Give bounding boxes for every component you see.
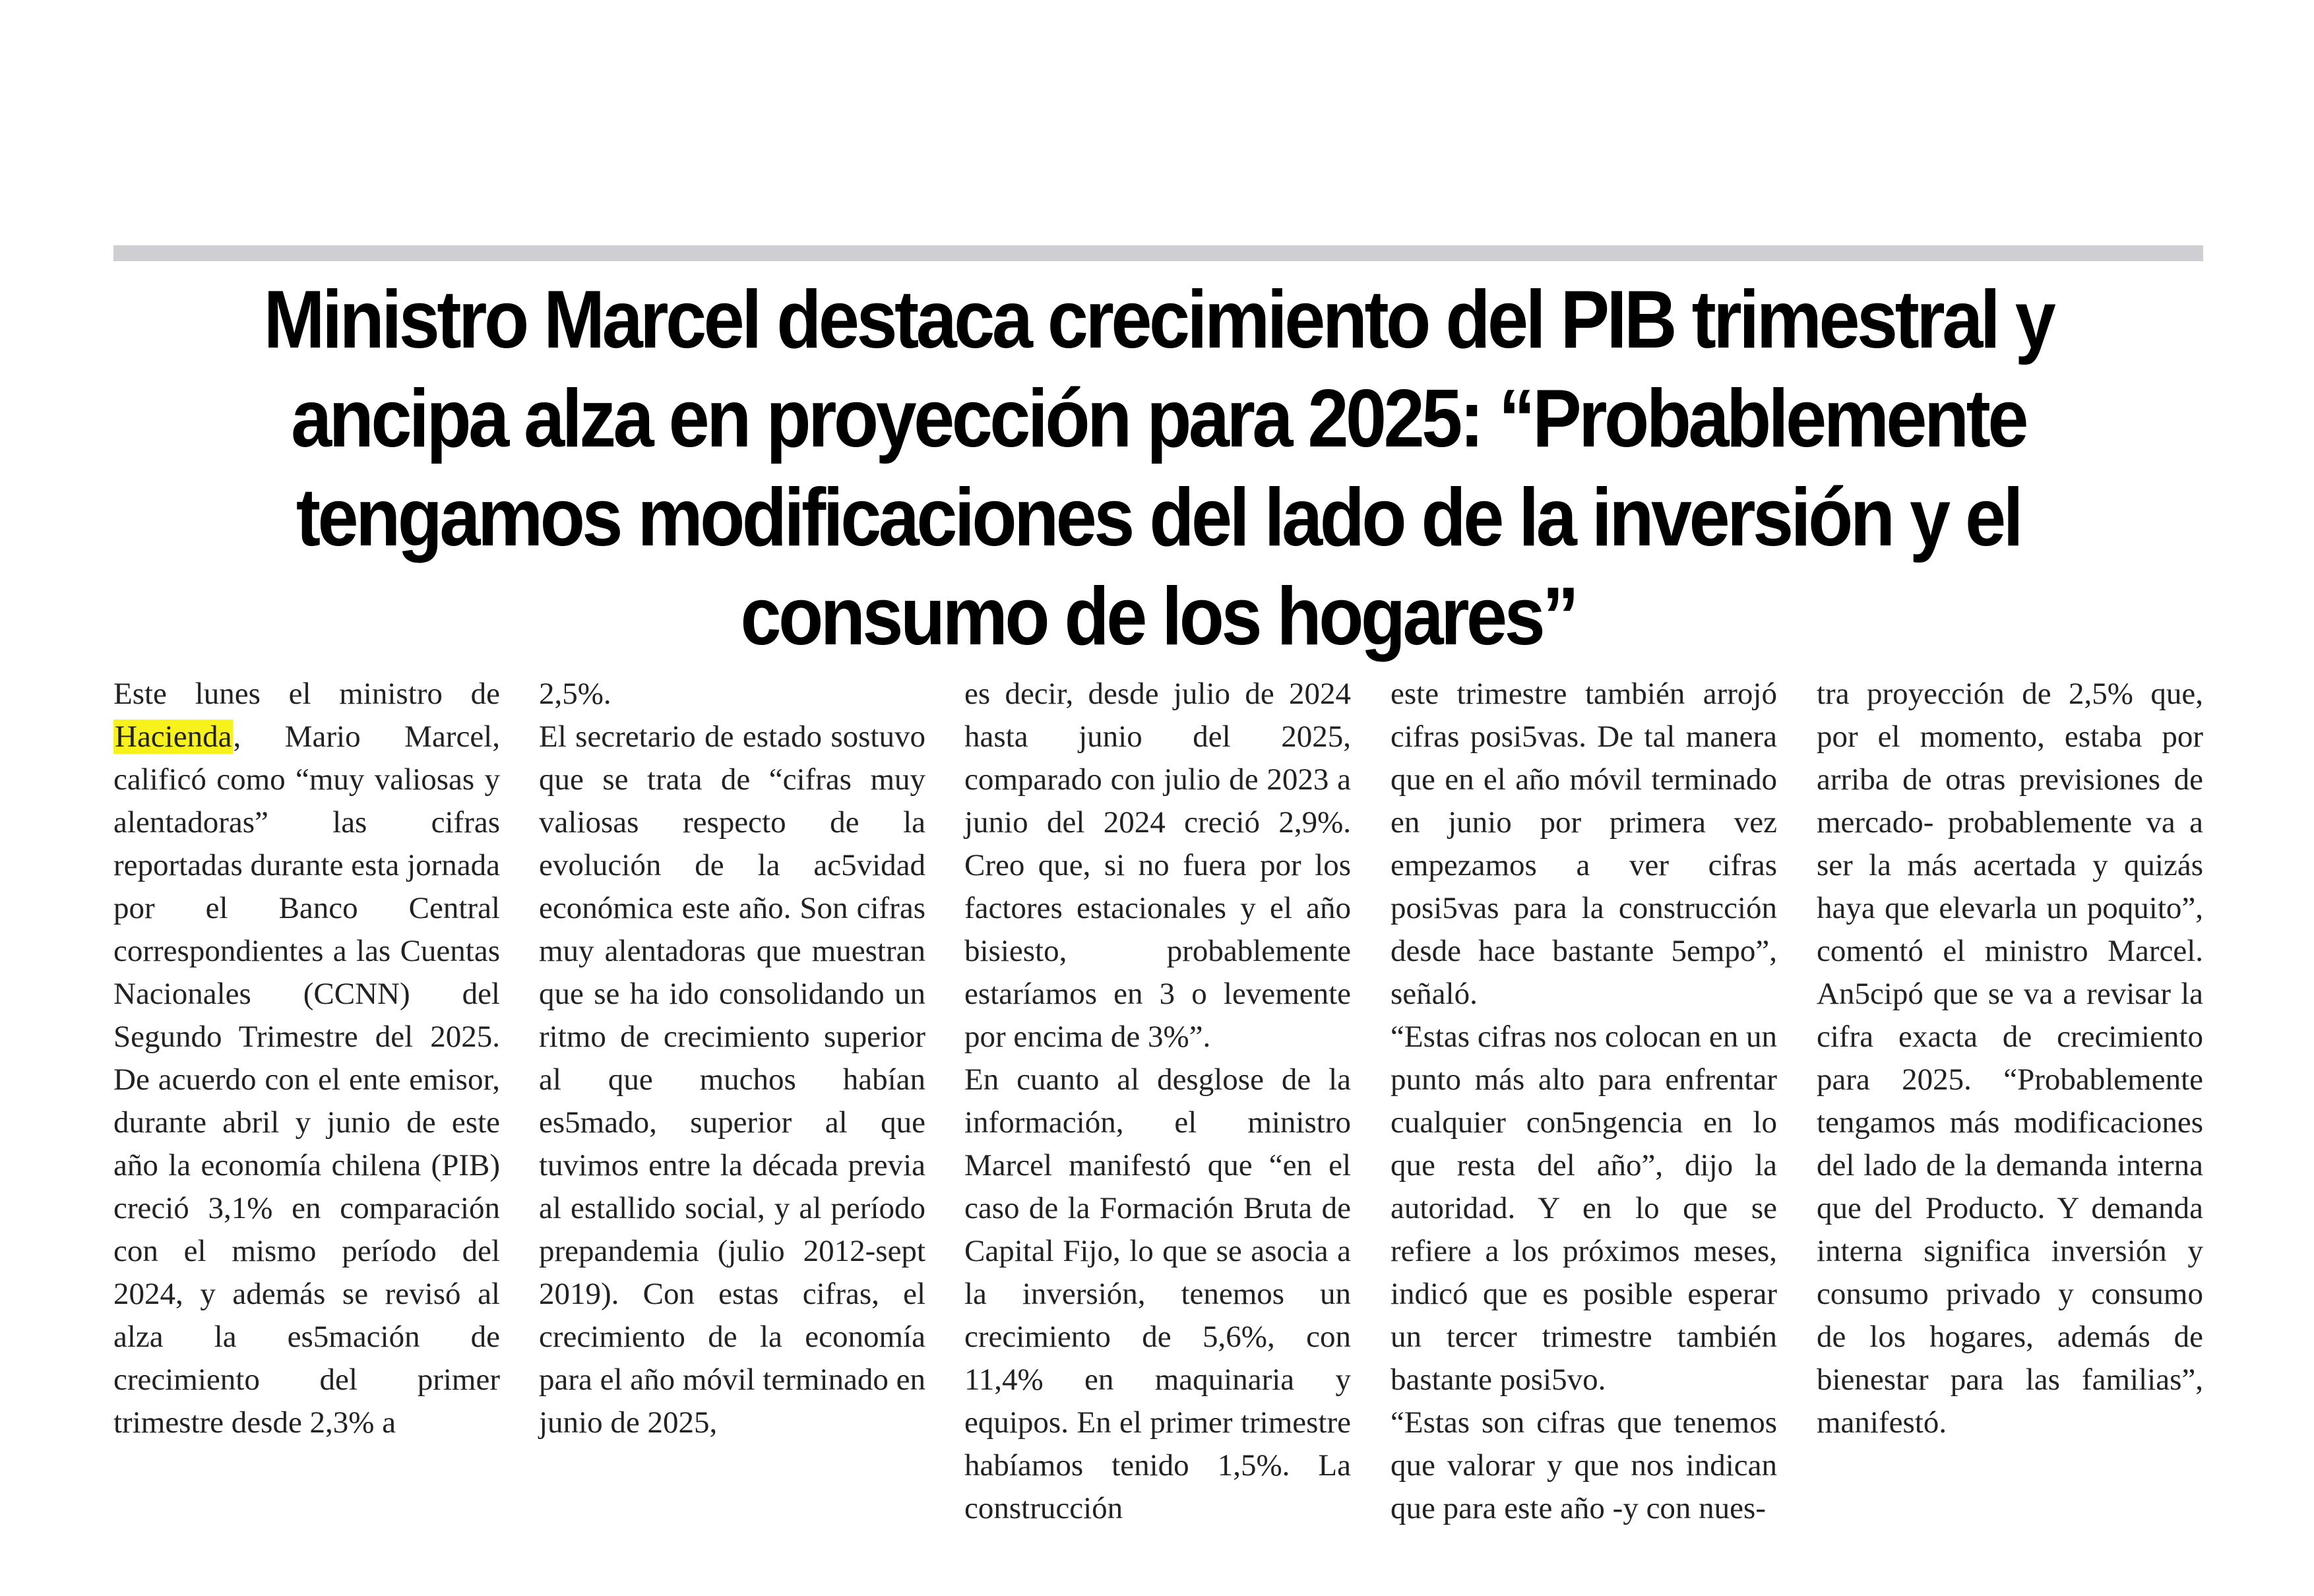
paragraph: tra proyección de 2,5% que, por el momento, estaba por arriba de otras previsiones de mercado- probablemente va a ser la más acertada y quizás haya que elevarla un poquito”, comentó el ministro Marcel. An5cipó que se va a revisar la cifra exacta de crecimiento para 2025. “Probablemente tengamos más modificaciones del lado de la demanda interna que del Producto. Y demanda interna significa inversión y consumo privado y consumo de los hogares, además de bienestar para las familias”, manifestó.	[1817, 677, 2203, 1440]
paragraph: es decir, desde julio de 2024 hasta junio del 2025, comparado con julio de 2023 a junio del 2024 creció 2,9%. Creo que, si no fuera por los factores estacionales y el año bisiesto, probablemente estaríamos en 3 o levemente por encima de 3%”.	[964, 677, 1351, 1054]
paragraph: “Estas cifras nos colocan en un punto más alto para enfrentar cualquier con5ngencia en lo que resta del año”, dijo la autoridad. Y en lo que se refiere a los próximos meses, indicó que es posible esperar un tercer trimestre también bastante posi5vo.	[1391, 1020, 1777, 1397]
paragraph: En cuanto al desglose de la información, el ministro Marcel manifestó que “en el caso de la Formación Bruta de Capital Fijo, lo que se asocia a la inversión, tenemos un crecimiento de 5,6%, con 11,4% en maquinaria y equipos. En el primer trimestre habíamos tenido 1,5%. La construcción	[964, 1062, 1351, 1525]
paragraph	[113, 673, 500, 1444]
article-body	[113, 673, 2203, 1556]
body-column-5	[1817, 673, 2203, 1444]
paragraph: El secretario de estado sostuvo que se trata de “cifras muy valiosas respecto de la evolución de la ac5vidad económica este año. Son cifras muy alentadoras que muestran que se ha ido consolidando un ritmo de crecimiento superior al que muchos habían es5mado, superior al que tuvimos entre la década previa al estallido social, y al período prepandemia (julio 2012-sept 2019). Con estas cifras, el crecimiento de la economía para el año móvil terminado en junio de 2025,	[539, 720, 925, 1440]
paragraph: “Estas son cifras que tenemos que valorar y que nos indican que para este año -y con nues-	[1391, 1405, 1777, 1525]
paragraph: 2,5%.	[539, 677, 611, 711]
body-column-1	[113, 673, 500, 1444]
article-headline: Ministro Marcel destaca crecimiento del PIB trimestral y ancipa alza en proyección para 2025: “Probablemente tengamos modificaciones del lado de la inversión y el consumo de los hogares”	[263, 274, 2053, 662]
header-rule	[113, 245, 2203, 261]
body-column-3	[964, 673, 1351, 1530]
highlighted-term: Hacienda	[115, 720, 232, 754]
paragraph-text: Este lunes el ministro de	[113, 677, 500, 711]
body-column-2	[539, 673, 925, 1444]
paragraph-text: , Mario Marcel, calificó como “muy valiosas y alentadoras” las cifras reportadas durante esta jornada por el Banco Central correspondientes a las Cuentas Nacionales (CCNN) del Segundo Trimestre del 2025. De acuerdo con el ente emisor, durante abril y junio de este año la economía chilena (PIB) creció 3,1% en comparación con el mismo período del 2024, y además se revisó al alza la es5mación de crecimiento del primer trimestre desde 2,3% a	[113, 720, 500, 1440]
body-column-4	[1391, 673, 1777, 1530]
paragraph: este trimestre también arrojó cifras posi5vas. De tal manera que en el año móvil terminado en junio por primera vez empezamos a ver cifras posi5vas para la construcción desde hace bastante 5empo”, señaló.	[1391, 677, 1777, 1011]
